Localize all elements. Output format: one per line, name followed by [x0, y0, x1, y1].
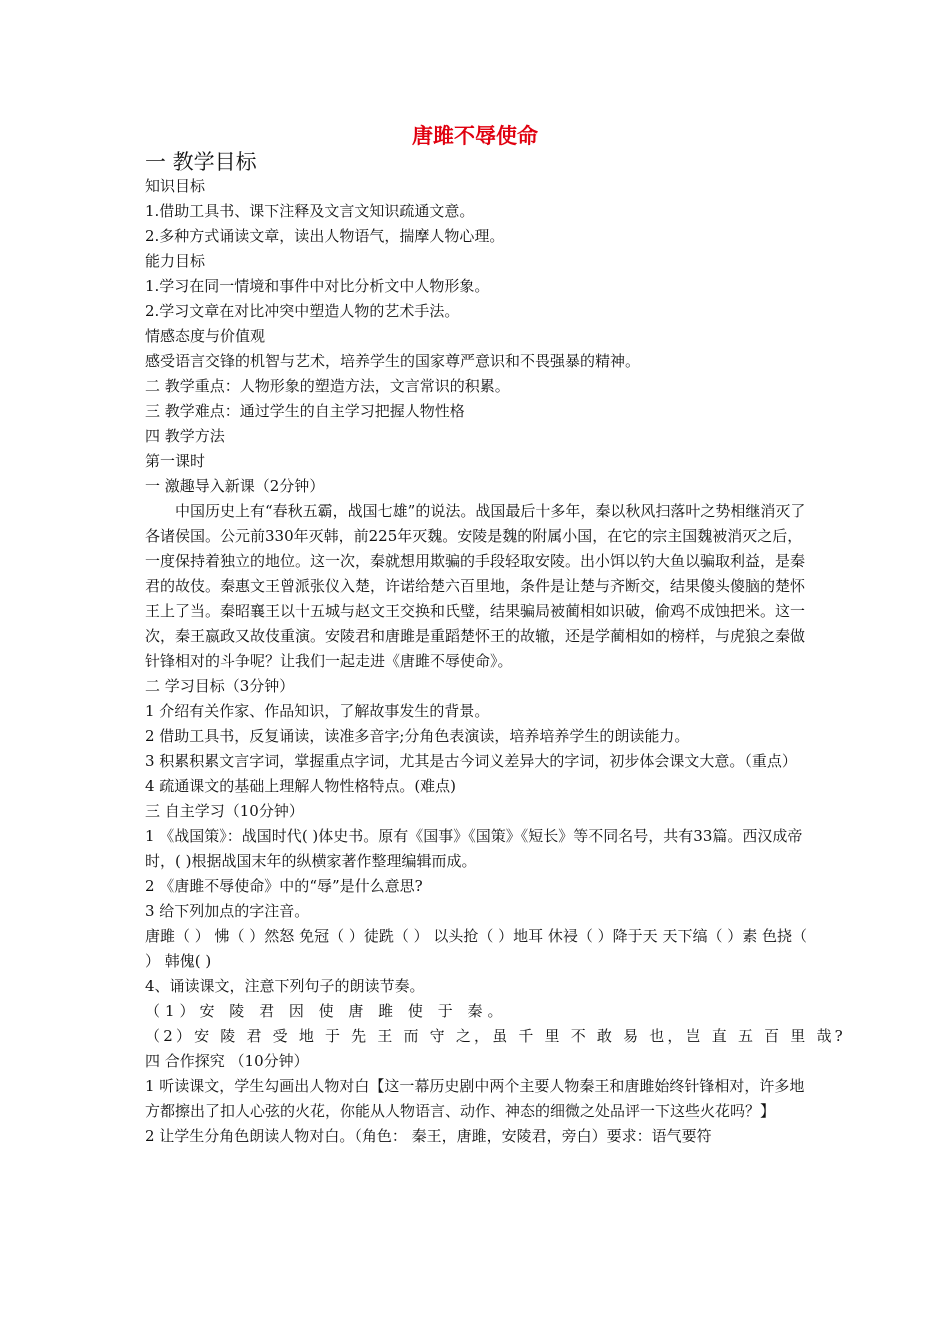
text-line: 二 学习目标（3分钟） [145, 677, 295, 695]
text-line: 2 借助工具书，反复诵读，读准多音字;分角色表演读，培养培养学生的朗读能力。 [145, 727, 690, 745]
text-line: 一 激趣导入新课（2分钟） [145, 477, 325, 495]
text-line: 2 让学生分角色朗读人物对白。（角色： 秦王，唐雎，安陵君，旁白）要求：语气要符 [145, 1127, 712, 1145]
text-line: 1.借助工具书、课下注释及文言文知识疏通文意。 [145, 202, 475, 220]
text-line: 1 介绍有关作家、作品知识，了解故事发生的背景。 [145, 702, 490, 720]
text-line: 1 听读课文，学生勾画出人物对白【这一幕历史剧中两个主要人物秦王和唐雎始终针锋相对，许多地方都擦出了扣人心弦的火花，你能从人物语言、动作、神态的细微之处品评一下这些火花吗？】 [145, 1077, 805, 1120]
text-line: 三 自主学习（10分钟） [145, 802, 304, 820]
text-line: 2.学习文章在对比冲突中塑造人物的艺术手法。 [145, 302, 460, 320]
section-heading: 一 教学目标 [145, 150, 257, 174]
text-line: 4 疏通课文的基础上理解人物性格特点。(难点) [145, 777, 457, 795]
text-line: 第一课时 [145, 452, 206, 470]
text-line: 感受语言交锋的机智与艺术，培养学生的国家尊严意识和不畏强暴的精神。 [145, 352, 641, 370]
text-line: 3 给下列加点的字注音。 [145, 902, 310, 920]
text-line: 三 教学难点：通过学生的自主学习把握人物性格 [145, 402, 465, 420]
rhythm-sentence: （1）安 陵 君 因 使 唐 雎 使 于 秦。 [145, 1002, 508, 1020]
text-line: 2 《唐雎不辱使命》中的“辱”是什么意思? [145, 877, 423, 895]
intro-paragraph: 中国历史上有“春秋五霸，战国七雄”的说法。战国最后十多年，秦以秋风扫落叶之势相继消灭了各诸侯国。公元前330年灭韩，前225年灭魏。安陵是魏的附属小国，在它的宗主国魏被消灭之后，一度保持着独立的地位。这一次，秦就想用欺骗的手段轻取安陵。出小饵以钓大鱼以骗取利益，是秦君的故伎。秦惠文王曾派张仪入楚，许诺给楚六百里地，条件是让楚与齐断交，结果傻头傻脑的楚怀王上了当。秦昭襄王以十五城与赵文王交换和氏璧，结果骗局被蔺相如识破，偷鸡不成蚀把米。这一次，秦王嬴政又故伎重演。安陵君和唐雎是重蹈楚怀王的故辙，还是学蔺相如的榜样，与虎狼之秦做针锋相对的斗争呢？让我们一起走进《唐雎不辱使命》。 [145, 502, 806, 670]
text-line: 4、诵读课文，注意下列句子的朗读节奏。 [145, 977, 425, 995]
text-line: 二 教学重点：人物形象的塑造方法，文言常识的积累。 [145, 377, 510, 395]
rhythm-sentence: （2）安 陵 君 受 地 于 先 王 而 守 之，虽 千 里 不 敢 易 也，岂 直 五 百 里 哉? [145, 1027, 846, 1045]
text-line: 1 《战国策》：战国时代( )体史书。原有《国事》《国策》《短长》等不同名号，共有33篇。西汉成帝时，( )根据战国末年的纵横家著作整理编辑而成。 [145, 827, 803, 870]
document-title: 唐雎不辱使命 [412, 124, 538, 148]
text-line: 唐雎（ ） 怫（ ）然怒 免冠（ ）徒跣（ ） 以头抢（ ）地耳 休祲（ ）降于天 天下缟（ ）素 色挠（ ） 韩傀( ) [145, 927, 807, 970]
text-line: 3 积累积累文言字词，掌握重点字词，尤其是古今词义差异大的字词，初步体会课文大意。（重点） [145, 752, 797, 770]
text-line: 能力目标 [145, 252, 206, 270]
text-line: 1.学习在同一情境和事件中对比分析文中人物形象。 [145, 277, 490, 295]
text-line: 2.多种方式诵读文章，读出人物语气，揣摩人物心理。 [145, 227, 505, 245]
text-line: 情感态度与价值观 [145, 327, 266, 345]
text-line: 四 合作探究 （10分钟） [145, 1052, 309, 1070]
document-body [145, 174, 846, 1149]
text-line: 知识目标 [145, 177, 206, 195]
text-line: 四 教学方法 [145, 427, 225, 445]
